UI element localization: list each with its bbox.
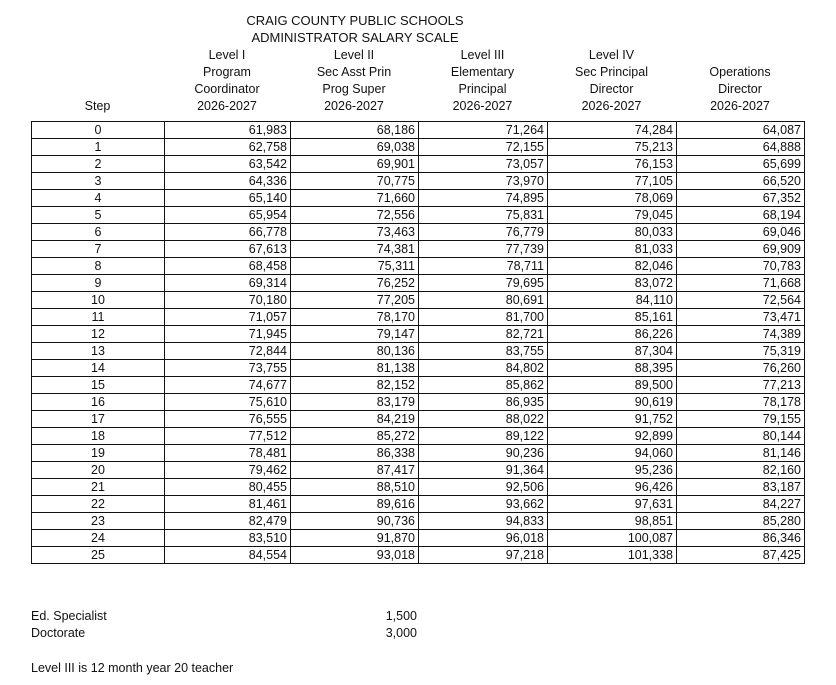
table-row: [32, 428, 805, 445]
salary-cell: 86,935: [419, 394, 548, 411]
header-line: Director: [718, 82, 762, 96]
table-row: [32, 377, 805, 394]
header-step-label: Step: [84, 99, 111, 113]
salary-cell: 77,512: [165, 428, 291, 445]
salary-cell: 87,417: [291, 462, 419, 479]
salary-cell: 85,862: [419, 377, 548, 394]
salary-cell: 81,138: [291, 360, 419, 377]
header-line: Level III: [460, 48, 505, 62]
table-row: [32, 292, 805, 309]
table-row: [32, 190, 805, 207]
salary-cell: 91,752: [548, 411, 677, 428]
salary-cell: 93,662: [419, 496, 548, 513]
salary-cell: 88,510: [291, 479, 419, 496]
salary-cell: 81,033: [548, 241, 677, 258]
salary-cell: 76,779: [419, 224, 548, 241]
salary-cell: 73,970: [419, 173, 548, 190]
salary-cell: 65,954: [165, 207, 291, 224]
salary-cell: 88,022: [419, 411, 548, 428]
header-line: 2026-2027: [324, 99, 384, 113]
salary-cell: 96,018: [419, 530, 548, 547]
table-row: [32, 241, 805, 258]
salary-cell: 83,187: [677, 479, 805, 496]
salary-cell: 78,711: [419, 258, 548, 275]
salary-cell: 95,236: [548, 462, 677, 479]
salary-cell: 68,458: [165, 258, 291, 275]
table-row: [32, 462, 805, 479]
salary-cell: 76,153: [548, 156, 677, 173]
salary-cell: 71,264: [419, 122, 548, 139]
step-cell: 1: [32, 139, 165, 156]
footnote: Level III is 12 month year 20 teacher: [31, 661, 234, 675]
salary-table-body: [32, 122, 805, 564]
table-row: [32, 122, 805, 139]
salary-cell: 93,018: [291, 547, 419, 564]
table-row: [32, 547, 805, 564]
salary-cell: 100,087: [548, 530, 677, 547]
salary-cell: 96,426: [548, 479, 677, 496]
table-row: [32, 309, 805, 326]
supplement-ed-specialist-label: Ed. Specialist: [31, 609, 107, 623]
table-row: [32, 343, 805, 360]
salary-cell: 85,161: [548, 309, 677, 326]
step-cell: 20: [32, 462, 165, 479]
salary-cell: 82,160: [677, 462, 805, 479]
salary-cell: 75,610: [165, 394, 291, 411]
salary-cell: 70,783: [677, 258, 805, 275]
header-line: Sec Asst Prin: [316, 65, 392, 79]
salary-cell: 71,668: [677, 275, 805, 292]
salary-cell: 79,147: [291, 326, 419, 343]
step-cell: 10: [32, 292, 165, 309]
salary-cell: 73,463: [291, 224, 419, 241]
table-row: [32, 360, 805, 377]
step-cell: 22: [32, 496, 165, 513]
header-line: Director: [589, 82, 634, 96]
header-line: Level II: [333, 48, 375, 62]
header-operations: [676, 47, 804, 115]
salary-cell: 81,146: [677, 445, 805, 462]
header-level-1: [164, 47, 290, 115]
salary-cell: 94,060: [548, 445, 677, 462]
salary-cell: 79,695: [419, 275, 548, 292]
salary-cell: 69,046: [677, 224, 805, 241]
step-cell: 17: [32, 411, 165, 428]
salary-cell: 75,311: [291, 258, 419, 275]
salary-cell: 77,205: [291, 292, 419, 309]
salary-cell: 91,870: [291, 530, 419, 547]
table-row: [32, 258, 805, 275]
salary-cell: 75,213: [548, 139, 677, 156]
salary-cell: 64,087: [677, 122, 805, 139]
salary-cell: 90,736: [291, 513, 419, 530]
salary-cell: 86,338: [291, 445, 419, 462]
salary-cell: 97,631: [548, 496, 677, 513]
step-cell: 3: [32, 173, 165, 190]
salary-cell: 77,105: [548, 173, 677, 190]
salary-cell: 87,425: [677, 547, 805, 564]
step-cell: 9: [32, 275, 165, 292]
header-line: 2026-2027: [581, 99, 642, 113]
salary-cell: 92,899: [548, 428, 677, 445]
salary-cell: 75,319: [677, 343, 805, 360]
salary-cell: 98,851: [548, 513, 677, 530]
table-row: [32, 224, 805, 241]
salary-cell: 73,755: [165, 360, 291, 377]
header-line: Sec Principal: [575, 65, 648, 79]
salary-cell: 69,901: [291, 156, 419, 173]
salary-cell: 80,144: [677, 428, 805, 445]
salary-cell: 78,170: [291, 309, 419, 326]
salary-cell: 74,284: [548, 122, 677, 139]
header-level-4: [547, 47, 676, 115]
salary-cell: 72,564: [677, 292, 805, 309]
supplement-doctorate-amount: 3,000: [385, 626, 417, 640]
step-cell: 25: [32, 547, 165, 564]
salary-cell: 79,155: [677, 411, 805, 428]
salary-cell: 92,506: [419, 479, 548, 496]
step-cell: 8: [32, 258, 165, 275]
header-line: Coordinator: [194, 82, 260, 96]
step-cell: 7: [32, 241, 165, 258]
salary-cell: 83,755: [419, 343, 548, 360]
salary-cell: 74,677: [165, 377, 291, 394]
salary-table: [31, 121, 805, 564]
salary-cell: 84,227: [677, 496, 805, 513]
table-row: [32, 207, 805, 224]
step-cell: 11: [32, 309, 165, 326]
salary-cell: 73,057: [419, 156, 548, 173]
salary-cell: 80,033: [548, 224, 677, 241]
salary-cell: 78,481: [165, 445, 291, 462]
salary-cell: 79,045: [548, 207, 677, 224]
table-row: [32, 445, 805, 462]
step-cell: 21: [32, 479, 165, 496]
salary-cell: 89,616: [291, 496, 419, 513]
step-cell: 2: [32, 156, 165, 173]
salary-cell: 86,346: [677, 530, 805, 547]
step-cell: 5: [32, 207, 165, 224]
salary-cell: 80,455: [165, 479, 291, 496]
salary-cell: 73,471: [677, 309, 805, 326]
salary-cell: 70,180: [165, 292, 291, 309]
salary-cell: 84,219: [291, 411, 419, 428]
salary-cell: 82,046: [548, 258, 677, 275]
document-title: CRAIG COUNTY PUBLIC SCHOOLS: [246, 13, 464, 28]
salary-cell: 66,778: [165, 224, 291, 241]
salary-cell: 84,554: [165, 547, 291, 564]
salary-cell: 68,194: [677, 207, 805, 224]
header-line: Prog Super: [322, 82, 386, 96]
step-cell: 15: [32, 377, 165, 394]
step-cell: 6: [32, 224, 165, 241]
salary-cell: 64,336: [165, 173, 291, 190]
step-cell: 4: [32, 190, 165, 207]
table-row: [32, 275, 805, 292]
salary-cell: 90,236: [419, 445, 548, 462]
salary-cell: 87,304: [548, 343, 677, 360]
salary-cell: 77,213: [677, 377, 805, 394]
salary-cell: 83,510: [165, 530, 291, 547]
salary-cell: 76,555: [165, 411, 291, 428]
salary-cell: 77,739: [419, 241, 548, 258]
header-line: Level I: [208, 48, 246, 62]
header-line: Level IV: [588, 48, 635, 62]
header-line: 2026-2027: [710, 99, 770, 113]
salary-cell: 94,833: [419, 513, 548, 530]
salary-cell: 63,542: [165, 156, 291, 173]
step-cell: 13: [32, 343, 165, 360]
header-line: Principal: [458, 82, 507, 96]
step-cell: 12: [32, 326, 165, 343]
salary-cell: 67,613: [165, 241, 291, 258]
salary-cell: 71,945: [165, 326, 291, 343]
salary-cell: 74,389: [677, 326, 805, 343]
header-line: Operations: [709, 65, 771, 79]
salary-cell: 101,338: [548, 547, 677, 564]
header-level-2: [290, 47, 418, 115]
salary-cell: 71,660: [291, 190, 419, 207]
salary-cell: 82,152: [291, 377, 419, 394]
salary-cell: 70,775: [291, 173, 419, 190]
step-cell: 24: [32, 530, 165, 547]
salary-cell: 69,038: [291, 139, 419, 156]
table-row: [32, 479, 805, 496]
step-cell: 0: [32, 122, 165, 139]
table-row: [32, 326, 805, 343]
salary-cell: 84,802: [419, 360, 548, 377]
table-row: [32, 513, 805, 530]
salary-cell: 86,226: [548, 326, 677, 343]
salary-cell: 64,888: [677, 139, 805, 156]
table-row: [32, 496, 805, 513]
salary-cell: 76,260: [677, 360, 805, 377]
salary-cell: 85,272: [291, 428, 419, 445]
salary-cell: 75,831: [419, 207, 548, 224]
header-line: 2026-2027: [452, 99, 513, 113]
header-line: Elementary: [450, 65, 515, 79]
salary-cell: 80,691: [419, 292, 548, 309]
salary-cell: 83,179: [291, 394, 419, 411]
salary-cell: 88,395: [548, 360, 677, 377]
salary-cell: 72,556: [291, 207, 419, 224]
salary-cell: 89,122: [419, 428, 548, 445]
salary-cell: 69,909: [677, 241, 805, 258]
salary-cell: 65,699: [677, 156, 805, 173]
supplement-doctorate-label: Doctorate: [31, 626, 86, 640]
salary-cell: 68,186: [291, 122, 419, 139]
salary-cell: 78,178: [677, 394, 805, 411]
salary-cell: 76,252: [291, 275, 419, 292]
salary-cell: 91,364: [419, 462, 548, 479]
salary-cell: 79,462: [165, 462, 291, 479]
step-cell: 19: [32, 445, 165, 462]
supplement-ed-specialist-amount: 1,500: [385, 609, 417, 623]
step-cell: 23: [32, 513, 165, 530]
header-step: [31, 47, 164, 115]
salary-cell: 89,500: [548, 377, 677, 394]
salary-cell: 61,983: [165, 122, 291, 139]
salary-cell: 67,352: [677, 190, 805, 207]
step-cell: 16: [32, 394, 165, 411]
table-row: [32, 139, 805, 156]
salary-cell: 84,110: [548, 292, 677, 309]
salary-cell: 72,844: [165, 343, 291, 360]
salary-cell: 97,218: [419, 547, 548, 564]
step-cell: 18: [32, 428, 165, 445]
header-level-3: [418, 47, 547, 115]
salary-cell: 62,758: [165, 139, 291, 156]
salary-cell: 85,280: [677, 513, 805, 530]
salary-cell: 81,700: [419, 309, 548, 326]
table-row: [32, 156, 805, 173]
salary-cell: 72,155: [419, 139, 548, 156]
table-row: [32, 173, 805, 190]
salary-cell: 80,136: [291, 343, 419, 360]
salary-cell: 82,721: [419, 326, 548, 343]
table-row: [32, 394, 805, 411]
salary-cell: 90,619: [548, 394, 677, 411]
header-line: 2026-2027: [197, 99, 257, 113]
salary-cell: 82,479: [165, 513, 291, 530]
table-row: [32, 530, 805, 547]
header-line: Program: [203, 65, 251, 79]
step-cell: 14: [32, 360, 165, 377]
salary-cell: 66,520: [677, 173, 805, 190]
table-row: [32, 411, 805, 428]
salary-cell: 78,069: [548, 190, 677, 207]
salary-cell: 74,381: [291, 241, 419, 258]
document-subtitle: ADMINISTRATOR SALARY SCALE: [251, 30, 459, 45]
salary-cell: 71,057: [165, 309, 291, 326]
salary-cell: 65,140: [165, 190, 291, 207]
salary-cell: 81,461: [165, 496, 291, 513]
salary-cell: 74,895: [419, 190, 548, 207]
salary-cell: 83,072: [548, 275, 677, 292]
salary-cell: 69,314: [165, 275, 291, 292]
